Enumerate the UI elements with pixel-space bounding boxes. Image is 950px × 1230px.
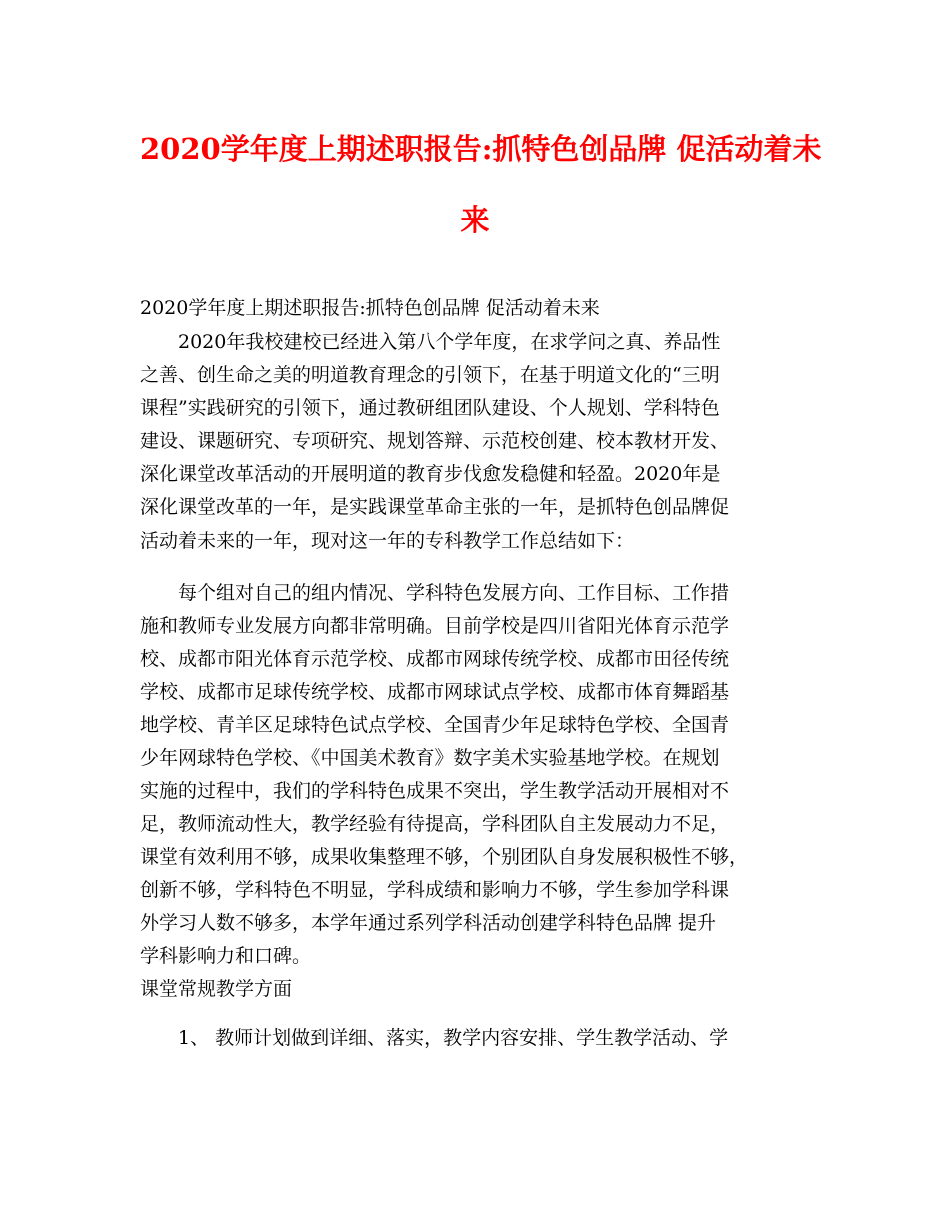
paragraph-line: 学科影响力和口碑。 — [140, 945, 312, 967]
paragraph-line: 活动着未来的一年，现对这一年的专科教学工作总结如下： — [140, 530, 635, 552]
document-title-continued: 来 — [460, 203, 490, 237]
paragraph-line: 施和教师专业发展方向都非常明确。目前学校是四川省阳光体育示范学 — [140, 615, 730, 637]
paragraph-line: 学校、成都市足球传统学校、成都市网球试点学校、成都市体育舞蹈基 — [140, 681, 730, 703]
section-heading: 1、 教师计划做到详细、落实，教学内容安排、学生教学活动、学 — [178, 1027, 729, 1049]
paragraph-line: 创新不够，学科特色不明显，学科成绩和影响力不够，学生参加学科课 — [140, 879, 730, 901]
document-title: 2020学年度上期述职报告:抓特色创品牌 促活动着未 — [140, 132, 822, 166]
paragraph-line: 课程”实践研究的引领下，通过教研组团队建设、个人规划、学科特色 — [140, 397, 720, 419]
paragraph-line: 课堂有效利用不够，成果收集整理不够，个别团队自身发展积极性不够， — [140, 846, 749, 868]
paragraph-line: 之善、创生命之美的明道教育理念的引领下，在基于明道文化的“三明 — [140, 364, 720, 386]
paragraph-line: 每个组对自己的组内情况、学科特色发展方向、工作目标、工作措 — [178, 582, 730, 604]
paragraph-line: 校、成都市阳光体育示范学校、成都市网球传统学校、成都市田径传统 — [140, 648, 730, 670]
paragraph-line: 深化课堂改革活动的开展明道的教育步伐愈发稳健和轻盈。2020年是 — [140, 463, 721, 485]
paragraph-line: 2020年我校建校已经进入第八个学年度，在求学问之真、养品性 — [178, 331, 721, 353]
subtitle-line: 2020学年度上期述职报告:抓特色创品牌 促活动着未来 — [140, 297, 600, 319]
paragraph-line: 地学校、青羊区足球特色试点学校、全国青少年足球特色学校、全国青 — [140, 714, 730, 736]
paragraph-line: 建设、课题研究、专项研究、规划答辩、示范校创建、校本教材开发、 — [140, 430, 730, 452]
paragraph-line: 外学习人数不够多，本学年通过系列学科活动创建学科特色品牌 提升 — [140, 912, 717, 934]
paragraph-line: 少年网球特色学校、《中国美术教育》数字美术实验基地学校。在规划 — [140, 747, 720, 769]
paragraph-line: 课堂常规教学方面 — [140, 978, 293, 1000]
paragraph-line: 足，教师流动性大，教学经验有待提高，学科团队自主发展动力不足， — [140, 813, 730, 835]
paragraph-line: 深化课堂改革的一年，是实践课堂革命主张的一年，是抓特色创品牌促 — [140, 496, 730, 518]
paragraph-line: 实施的过程中，我们的学科特色成果不突出，学生教学活动开展相对不 — [140, 780, 730, 802]
